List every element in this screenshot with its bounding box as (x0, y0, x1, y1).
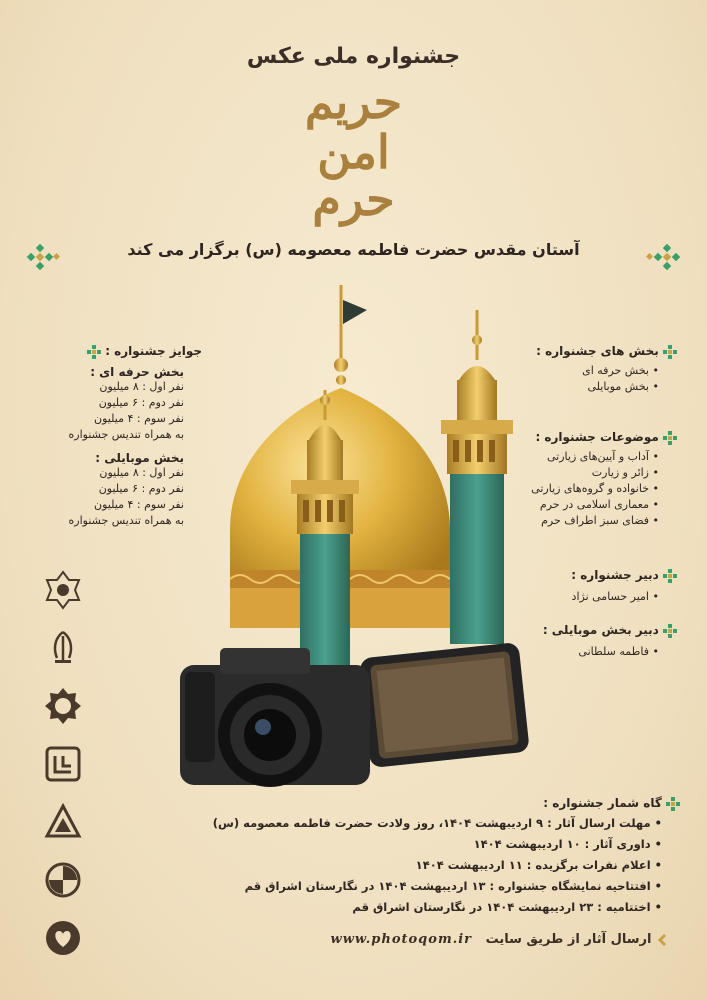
website-link[interactable]: www.photoqom.ir (330, 932, 473, 947)
shrine-emblem-logo-icon (43, 570, 83, 610)
broadcast-logo-icon (43, 860, 83, 900)
prize-item: نفر دوم : ۶ میلیون (98, 481, 184, 495)
timeline-item: • اعلام نفرات برگزیده : ۱۱ اردیبهشت ۱۴۰۴ (205, 855, 662, 876)
prizes-heading (30, 344, 202, 359)
diamond-bullet-icon (87, 345, 101, 359)
title-line-2: امن (317, 125, 390, 179)
prize-item: نفر سوم : ۴ میلیون (94, 411, 184, 425)
topics-heading (455, 430, 677, 445)
prize-note: به همراه تندیس جشنواره (68, 427, 184, 441)
title-line-3: حرم (312, 172, 395, 226)
mobile-prize-heading: بخش موبایلی : (95, 450, 184, 465)
prize-item: نفر دوم : ۶ میلیون (98, 395, 184, 409)
chevron-left-icon (656, 933, 670, 947)
timeline-item: • مهلت ارسال آثار : ۹ اردیبهشت ۱۴۰۴، روز ولادت حضرت فاطمه معصومه (س) (205, 813, 662, 834)
diamond-pattern-icon-right (645, 242, 681, 272)
topic-item: • معماری اسلامی در حرم (455, 497, 659, 513)
festival-subtitle: جشنواره ملی عکس (246, 44, 461, 69)
prize-item: نفر اول : ۸ میلیون (99, 379, 184, 393)
prizes-block (30, 344, 202, 529)
diamond-bullet-icon (663, 624, 677, 638)
topic-item: • زائر و زیارت (455, 465, 659, 481)
prize-note: به همراه تندیس جشنواره (68, 513, 184, 527)
topic-item: • فضای سبز اطراف حرم (455, 513, 659, 529)
topics-block (455, 430, 677, 529)
topic-item: • آداب و آیین‌های زیارتی (455, 449, 659, 465)
topic-item: • خانواده و گروه‌های زیارتی (455, 481, 659, 497)
sections-block (455, 344, 677, 395)
secretary-label: دبیر جشنواره : (571, 568, 659, 582)
sponsor-logos (38, 570, 88, 976)
topics-label: موضوعات جشنواره : (535, 430, 659, 444)
timeline-item: • اختتامیه : ۲۳ اردیبهشت ۱۴۰۴ در نگارستان اشراق قم (205, 897, 662, 918)
section-item: • بخش موبایلی (455, 379, 659, 395)
title-line-1: حریم (304, 75, 403, 129)
heart-charity-logo-icon (43, 918, 83, 958)
national-emblem-logo-icon (43, 628, 83, 668)
mobile-secretary-heading (455, 623, 677, 638)
professional-prize-heading: بخش حرفه ای : (90, 364, 184, 379)
prize-item: نفر اول : ۸ میلیون (99, 465, 184, 479)
sections-label: بخش های جشنواره : (536, 344, 659, 358)
diamond-bullet-icon (663, 431, 677, 445)
submission-text: ارسال آثار از طریق سایت (485, 932, 652, 947)
organization-logo-icon (43, 744, 83, 784)
photographers-association-logo-icon (43, 802, 83, 842)
mobile-secretary-name: • فاطمه سلطانی (455, 644, 659, 660)
section-item: • بخش حرفه ای (455, 363, 659, 379)
timeline-label: گاه شمار جشنواره : (543, 796, 662, 810)
timeline-item: • افتتاحیه نمایشگاه جشنواره : ۱۳ اردیبهشت ۱۴۰۴ در نگارستان اشراق قم (205, 876, 662, 897)
organizer-text: آستان مقدس حضرت فاطمه معصومه (س) برگزار می کند (127, 240, 580, 259)
city-council-logo-icon (43, 686, 83, 726)
diamond-bullet-icon (666, 797, 680, 811)
mobile-secretary-block (455, 623, 677, 660)
timeline-item: • داوری آثار : ۱۰ اردیبهشت ۱۴۰۴ (205, 834, 662, 855)
mobile-secretary-label: دبیر بخش موبایلی : (542, 623, 659, 637)
prizes-label: جوایز جشنواره : (105, 344, 202, 358)
timeline-heading (205, 796, 680, 811)
secretary-block (455, 568, 677, 605)
diamond-bullet-icon (663, 345, 677, 359)
timeline-block (205, 796, 680, 918)
diamond-bullet-icon (663, 569, 677, 583)
submission-row (250, 932, 670, 947)
secretary-name: • امیر حسامی نژاد (455, 589, 659, 605)
prize-item: نفر سوم : ۴ میلیون (94, 497, 184, 511)
diamond-pattern-icon-left (26, 242, 62, 272)
sections-heading (455, 344, 677, 359)
secretary-heading (455, 568, 677, 583)
